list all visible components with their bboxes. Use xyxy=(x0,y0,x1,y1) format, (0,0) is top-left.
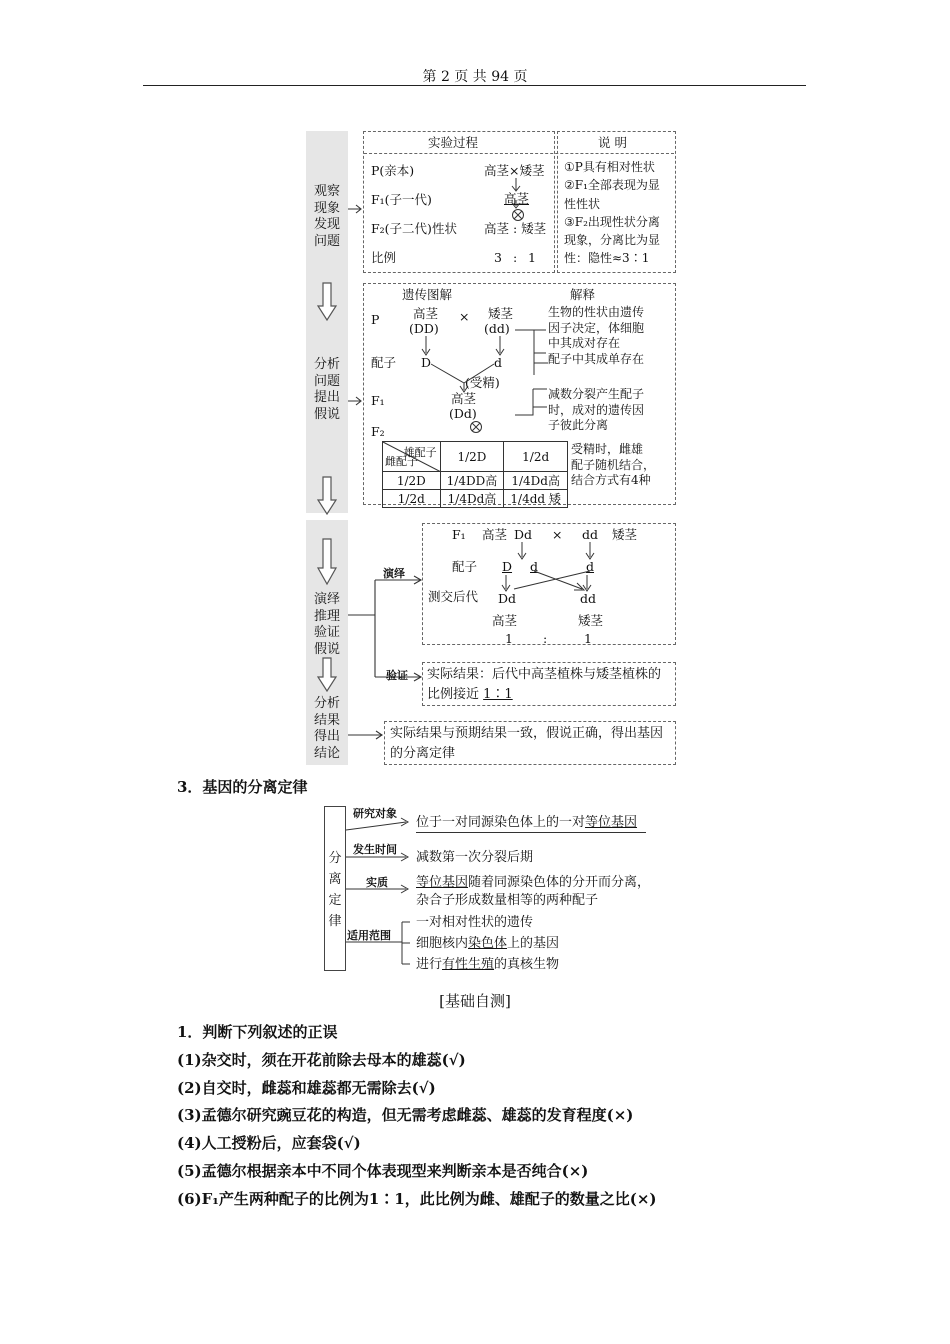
explain-line: 中其成对存在 xyxy=(548,336,621,351)
ded-gamete-d2: d xyxy=(586,559,595,574)
punnett-square xyxy=(382,441,568,508)
f1-Dd: (Dd) xyxy=(449,406,477,421)
fertilization-label: (受精) xyxy=(465,375,500,390)
law-text: 位于一对同源染色体上的一对 xyxy=(416,815,586,830)
law-text: 上的基因 xyxy=(507,936,560,951)
parent-DD: (DD) xyxy=(409,321,439,336)
law-row-essence-2: 杂合子形成数量相等的两种配子 xyxy=(416,893,599,908)
law-text: 细胞核内 xyxy=(416,936,469,951)
p-label: P(亲本) xyxy=(371,163,415,178)
deduce-tag: 演绎 xyxy=(383,567,405,580)
ratio-3: 3 xyxy=(494,250,502,265)
right-arrow-icon xyxy=(348,729,384,741)
explain-line: 性性状 xyxy=(564,196,601,211)
tag-occur-time: 发生时间 xyxy=(353,843,397,856)
result-short: 矮茎 xyxy=(578,613,604,628)
punnett-cell: 1/4dd 矮 xyxy=(504,490,568,508)
law-underline: 等位基因 xyxy=(585,815,638,830)
question-item: (2)自交时，雌蕊和雄蕊都无需除去(√) xyxy=(177,1079,436,1097)
hyp-explain-2 xyxy=(548,387,644,434)
f1-label-2: F₁ xyxy=(371,393,385,408)
question-item: (1)杂交时，须在开花前除去母本的雄蕊(√) xyxy=(177,1051,466,1069)
conclusion-line2: 的分离定律 xyxy=(390,746,456,761)
law-underline: 染色体 xyxy=(468,936,508,951)
ratio-colon: : xyxy=(513,250,518,265)
scope-item xyxy=(416,958,559,971)
punnett-cell: 1/4DD高 xyxy=(440,472,504,490)
punnett-col-header: 1/2d xyxy=(504,442,568,472)
law-underline: 等位基因 xyxy=(416,875,469,890)
law-text: 随着同源染色体的分开而分离， xyxy=(468,875,651,890)
f2-label-2: F₂ xyxy=(371,424,385,439)
question-title: 1．判断下列叙述的正误 xyxy=(177,1023,338,1041)
ded-short: 矮茎 xyxy=(612,527,638,542)
cross-sign: × xyxy=(459,309,470,324)
explain-line: 现象，分离比为显 xyxy=(564,233,661,248)
col-explain-title: 说 明 xyxy=(598,135,627,150)
punnett-row-header: 1/2d xyxy=(383,490,441,508)
explain-line: 受精时，雌雄 xyxy=(571,442,644,456)
divider xyxy=(416,832,646,833)
explain-line: ①P具有相对性状 xyxy=(564,160,655,174)
hyp-explain-1 xyxy=(548,305,644,367)
law-vertical-label: 分离定律 xyxy=(328,851,342,929)
tag-research-object: 研究对象 xyxy=(353,807,397,820)
question-item: (4)人工授粉后，应套袋(√) xyxy=(177,1134,361,1152)
parent-short: 矮茎 xyxy=(488,306,514,321)
explain-title: 解释 xyxy=(570,287,596,302)
header-divider xyxy=(143,85,806,86)
ded-dd: dd xyxy=(582,527,599,542)
ded-gamete-label: 配子 xyxy=(452,559,478,574)
testcross-Dd: Dd xyxy=(498,591,517,606)
stage-conclude: 分析结果得出结论 xyxy=(313,696,340,761)
stage-hypothesis: 分析问题提出假说 xyxy=(313,357,340,422)
punnett-cell: 1/4Dd高 xyxy=(504,472,568,490)
result-1b: 1 xyxy=(584,631,592,646)
testcross-dd: dd xyxy=(580,591,597,606)
law-underline: 有性生殖 xyxy=(442,957,495,972)
explain-line: 配子随机结合， xyxy=(571,457,656,472)
divider xyxy=(364,153,674,154)
ded-tall: 高茎 xyxy=(482,527,508,542)
question-item: (6)F₁产生两种配子的比例为1∶1，此比例为雌、雄配子的数量之比(×) xyxy=(177,1190,657,1208)
f1-value: 高茎 xyxy=(504,191,530,206)
down-arrow-icon xyxy=(316,538,338,586)
right-arrow-icon xyxy=(348,204,364,214)
explain-line: 因子决定，体细胞 xyxy=(548,320,645,335)
page-header: 第 2 页 共 94 页 xyxy=(422,69,528,85)
f2-label: F₂(子二代)性状 xyxy=(371,221,457,236)
law-row-essence xyxy=(416,876,650,889)
law-text: 的真核生物 xyxy=(494,957,560,972)
law-row-object xyxy=(416,816,637,829)
punnett-col-header: 1/2D xyxy=(440,442,504,472)
f2-value: 高茎 : 矮茎 xyxy=(484,221,547,236)
down-arrow-icon xyxy=(316,282,338,322)
explain-line: 结合方式有4种 xyxy=(571,473,651,488)
selftest-heading: [基础自测] xyxy=(439,992,511,1010)
f1-tall: 高茎 xyxy=(451,391,477,406)
punnett-corner xyxy=(383,442,441,472)
explain-line: ③F₂出现性状分离 xyxy=(564,214,660,229)
verify-line2 xyxy=(427,688,513,701)
hyp-explain-3 xyxy=(571,442,655,489)
scope-item: 一对相对性状的遗传 xyxy=(416,915,534,930)
conclusion-line1: 实际结果与预期结果一致，假说正确，得出基因 xyxy=(390,726,664,741)
down-arrow-icon xyxy=(316,657,338,693)
male-gamete-header: 雄配子 xyxy=(403,446,437,459)
selfing-icon xyxy=(506,178,528,222)
gamete-label: 配子 xyxy=(371,355,397,370)
f1-label: F₁(子一代) xyxy=(371,192,432,207)
tag-essence: 实质 xyxy=(366,876,388,889)
explain-line: 减数分裂产生配子 xyxy=(548,387,645,401)
observe-explain-text xyxy=(564,158,674,268)
testcross-lines xyxy=(422,523,676,603)
down-arrow-icon xyxy=(316,476,338,516)
ded-Dd: Dd xyxy=(514,527,533,542)
verify-prefix: 比例接近 xyxy=(427,687,484,702)
stage-deduce: 演绎推理验证假说 xyxy=(313,592,340,657)
col-process-title: 实验过程 xyxy=(428,135,479,150)
tag-scope: 适用范围 xyxy=(347,929,391,942)
diagram-title: 遗传图解 xyxy=(402,287,453,302)
p-value: 高茎×矮茎 xyxy=(484,163,545,178)
question-item: (3)孟德尔研究豌豆花的构造，但无需考虑雌蕊、雄蕊的发育程度(×) xyxy=(177,1106,634,1124)
question-item: (5)孟德尔根据亲本中不同个体表现型来判断亲本是否纯合(×) xyxy=(177,1162,589,1180)
gamete-D: D xyxy=(421,355,432,370)
testcross-label: 测交后代 xyxy=(428,589,479,604)
result-colon: : xyxy=(543,631,548,646)
right-arrow-icon xyxy=(348,396,364,406)
ded-gamete-D: D xyxy=(502,559,513,574)
explain-line: 子彼此分离 xyxy=(548,418,609,433)
ratio-1: 1 xyxy=(528,250,536,265)
ded-f1: F₁ xyxy=(452,527,466,542)
verify-line1: 实际结果：后代中高茎植株与矮茎植株的 xyxy=(427,667,662,682)
law-text: 进行 xyxy=(416,957,443,972)
explain-line: ②F₁全部表现为显 xyxy=(564,178,660,193)
result-tall: 高茎 xyxy=(492,613,518,628)
stage-observe: 观察现象发现问题 xyxy=(313,184,340,249)
female-gamete-header: 雌配子 xyxy=(385,455,418,468)
result-1a: 1 xyxy=(505,631,513,646)
explain-line: 性：隐性≈3∶1 xyxy=(564,251,650,266)
scope-item xyxy=(416,937,559,950)
explain-line: 配子中其成单存在 xyxy=(548,351,645,366)
ratio-label: 比例 xyxy=(371,250,397,265)
section3-title: 3．基因的分离定律 xyxy=(177,778,308,796)
explain-line: 时，成对的遗传因 xyxy=(548,402,645,417)
p-label-2: P xyxy=(371,312,380,327)
verify-ratio: 1∶1 xyxy=(483,687,513,702)
explain-line: 生物的性状由遗传 xyxy=(548,305,645,319)
gamete-d: d xyxy=(494,355,503,370)
punnett-row-header: 1/2D xyxy=(383,472,441,490)
law-row-time: 减数第一次分裂后期 xyxy=(416,850,534,865)
verify-tag: 验证 xyxy=(386,669,408,682)
ded-gamete-d1: d xyxy=(530,559,539,574)
punnett-cell: 1/4Dd高 xyxy=(440,490,504,508)
parent-tall: 高茎 xyxy=(413,306,439,321)
parent-dd: (dd) xyxy=(484,321,510,336)
ded-cross: × xyxy=(552,527,563,542)
